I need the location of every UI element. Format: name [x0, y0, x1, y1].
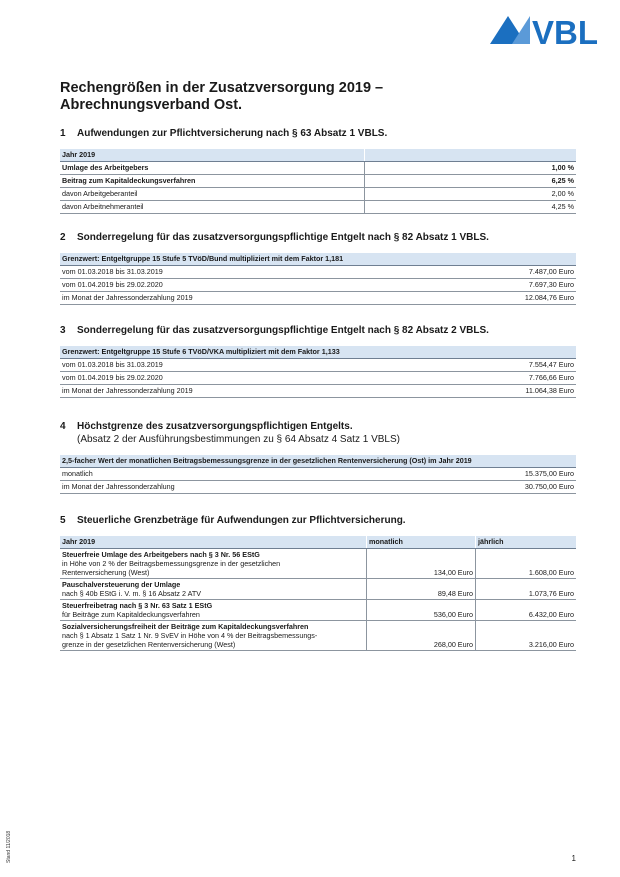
section-5 [60, 514, 576, 651]
table-row: im Monat der Jahressonderzahlung 30.750,00 Euro [60, 481, 576, 494]
section-4 [60, 420, 576, 494]
section-1-table [60, 149, 576, 214]
section-number: 3 [60, 325, 66, 336]
section-number: 2 [60, 232, 66, 243]
section-title: Sonderregelung für das zusatzversorgungspflichtige Entgelt nach § 82 Absatz 2 VBLS. [77, 325, 489, 336]
section-number: 1 [60, 128, 66, 139]
section-1-heading [60, 127, 576, 140]
section-title: Sonderregelung für das zusatzversorgungspflichtige Entgelt nach § 82 Absatz 1 VBLS. [77, 232, 489, 243]
section-1 [60, 127, 576, 214]
page-title [60, 80, 540, 114]
table-row: monatlich 15.375,00 Euro [60, 468, 576, 481]
section-subtitle: (Absatz 2 der Ausführungsbestimmungen zu § 64 Absatz 4 Satz 1 VBLS) [77, 434, 400, 445]
section-title: Steuerliche Grenzbeträge für Aufwendungen zur Pflichtversicherung. [77, 515, 406, 526]
table-row: vom 01.04.2019 bis 29.02.2020 7.766,66 Euro [60, 372, 576, 385]
page-title-line2: Abrechnungsverband Ost. [60, 97, 243, 113]
table-row: Umlage des Arbeitgebers 1,00 % [60, 162, 576, 175]
stand-note: Stand 11/2018 [6, 830, 12, 863]
section-number: 4 [60, 421, 66, 432]
table-row: vom 01.04.2019 bis 29.02.2020 7.697,30 Euro [60, 279, 576, 292]
table-row: im Monat der Jahressonderzahlung 2019 12.084,76 Euro [60, 292, 576, 305]
table-row: davon Arbeitgeberanteil 2,00 % [60, 188, 576, 201]
table-header: Grenzwert: Entgeltgruppe 15 Stufe 6 TVöD/VKA multipliziert mit dem Faktor 1,133 [60, 346, 576, 359]
table-row: Sozialversicherungsfreiheit der Beiträge zum Kapitaldeckungsverfahren nach § 1 Absatz 1 Satz 1 Nr. 9 SvEV in Höhe von 4 % der Beitragsbemessungs- grenze in der gesetzlichen Rentenversicherung (West) 268,00 Euro 3.216,00 Euro [62, 622, 574, 649]
section-title: Höchstgrenze des zusatzversorgungspflichtigen Entgelts. [77, 421, 353, 432]
page-number: 1 [571, 854, 576, 863]
table-row: Steuerfreie Umlage des Arbeitgebers nach § 3 Nr. 56 EStG in Höhe von 2 % der Beitragsbemessungsgrenze in der gesetzlichen Rentenversicherung (West) 134,00 Euro 1.608,00 Euro [62, 550, 574, 577]
section-5-heading [60, 514, 576, 527]
table-row: im Monat der Jahressonderzahlung 2019 11.064,38 Euro [60, 385, 576, 398]
col-monthly-header: monatlich [367, 536, 476, 549]
vbl-logo [490, 14, 606, 46]
table-row: vom 01.03.2018 bis 31.03.2019 7.487,00 Euro [60, 266, 576, 279]
section-3 [60, 324, 576, 398]
section-2-heading [60, 231, 576, 244]
section-3-heading [60, 324, 576, 337]
table-row: Beitrag zum Kapitaldeckungsverfahren 6,25 % [60, 175, 576, 188]
col-year-header: Jahr 2019 [60, 536, 367, 549]
section-number: 5 [60, 515, 66, 526]
section-title: Aufwendungen zur Pflichtversicherung nach § 63 Absatz 1 VBLS. [77, 128, 388, 139]
table-row: Pauschalversteuerung der Umlage nach § 40b EStG i. V. m. § 16 Absatz 2 ATV 89,48 Euro 1.073,76 Euro [62, 580, 574, 598]
logo-text: VBL [532, 14, 598, 46]
section-2 [60, 231, 576, 305]
section-2-table [60, 253, 576, 305]
table-row: vom 01.03.2018 bis 31.03.2019 7.554,47 Euro [60, 359, 576, 372]
table-row: Steuerfreibetrag nach § 3 Nr. 63 Satz 1 EStG für Beiträge zum Kapitaldeckungsverfahren 536,00 Euro 6.432,00 Euro [62, 601, 574, 619]
page-title-line1: Rechengrößen in der Zusatzversorgung 2019 – [60, 80, 384, 96]
table-header: Grenzwert: Entgeltgruppe 15 Stufe 5 TVöD/Bund multipliziert mit dem Faktor 1,181 [60, 253, 576, 266]
table-row: davon Arbeitnehmeranteil 4,25 % [60, 201, 576, 214]
section-5-table [60, 536, 576, 651]
table-header: Jahr 2019 [60, 149, 365, 162]
section-3-table [60, 346, 576, 398]
table-header: 2,5-facher Wert der monatlichen Beitragsbemessungsgrenze in der gesetzlichen Rentenversicherung (Ost) im Jahr 2019 [60, 455, 576, 468]
section-4-table [60, 455, 576, 494]
section-4-heading [60, 420, 576, 446]
col-yearly-header: jährlich [476, 536, 577, 549]
